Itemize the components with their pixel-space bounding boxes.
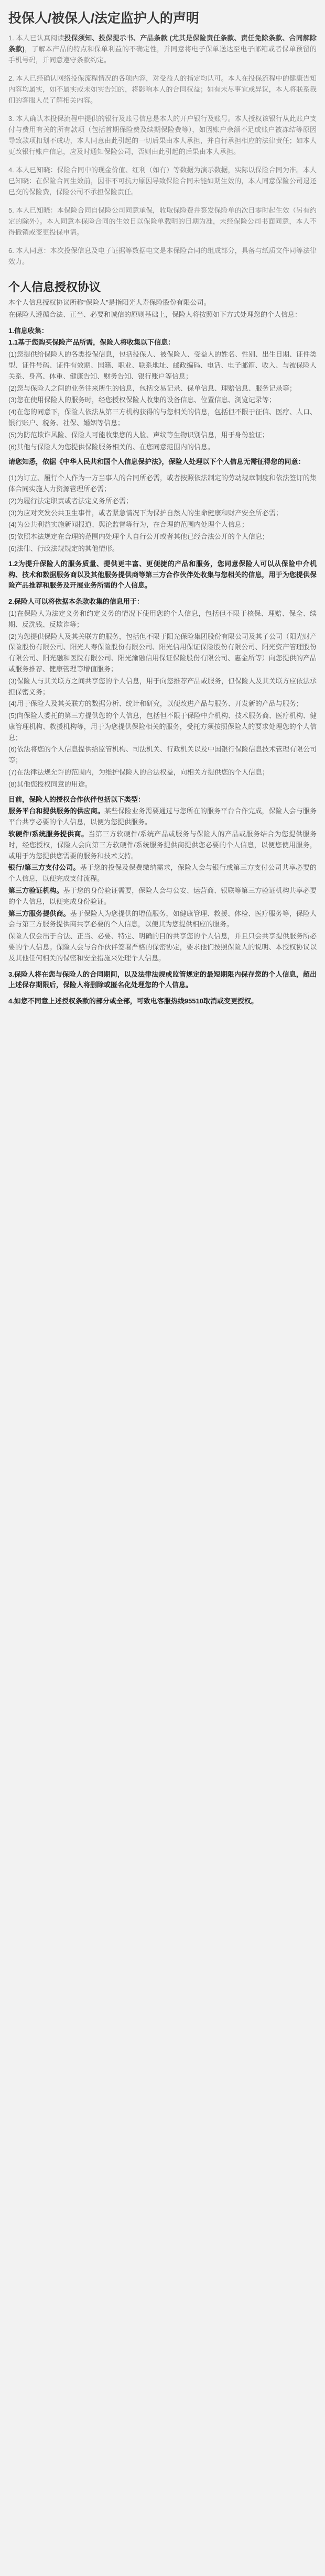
declaration-emphasis: 投保须知、投保提示书、产品条款 (尤其是保险责任条款、责任免除条款、合同解除条款) [8, 34, 317, 53]
declaration-item [7, 205, 318, 238]
partners-heading: 目前，保险人的授权合作伙伴包括以下类型： [8, 795, 145, 803]
collect-item: (1)您提供给保险人的各类投保信息，包括投保人、被保险人、受益人的姓名、性别、出生日期、证件类型、证件号码、证件有效期、国籍、职业、联系地址、邮政编码、电话、电子邮箱、收入、与被保险人关系、身高、体重、健康告知、财务告知、银行账户等信息； [8, 350, 317, 380]
partner-desc: 某些保险业务需要通过与您所在的服务平台合作完成，保险人会与服务平台共享必要的个人信息，以便为您提供服务。 [8, 807, 317, 826]
withdraw-bold: 4.如您不同意上述授权条款的部分或全部，可致电客服热线95510取消或变更授权。 [8, 997, 258, 1005]
declaration-item [7, 73, 318, 106]
collect-item: (2)您与保险人之间的业务往来所生的信息，包括交易记录、保单信息、理赔信息、服务记录等； [8, 384, 296, 392]
share-item: (2)为您提供保险人及其关联方的服务，包括但不限于阳光保险集团股份有限公司及其子公司（阳光财产保险股份有限公司、阳光人寿保险股份有限公司、阳光信用保证保险股份有限公司、阳光资产管理股份有限公司、阳光融和医院有限公司、阳光渝融信用保证保险股份有限公司、惠金所等）向您提供的产品或服务推荐、健康管理等增值服务； [8, 632, 317, 673]
share-heading: 2.保险人可以将依据本条款收集的信息用于： [8, 598, 144, 606]
share-item: (4)用于保险人及其关联方的数据分析、统计和研究，以便改进产品与服务、开发新的产品与服务； [8, 700, 303, 708]
partner-desc: 基于您的身份验证需要，保险人会与公安、运营商、银联等第三方验证机构共享必要的个人信息，以便完成身份验证。 [8, 887, 317, 905]
partner-item [7, 806, 318, 828]
exemption-list [7, 473, 318, 555]
privacy-heading: 个人信息授权协议 [8, 281, 101, 294]
share-item: (8)其他您授权同意的用途。 [8, 780, 92, 788]
partner-type: 第三方验证机构。 [8, 887, 63, 895]
share-list [7, 609, 318, 790]
share-item: (1)在保险人为法定义务和约定义务的情况下使用您的个人信息，包括但不限于核保、理赔、保全、续期、反洗钱、反欺诈等； [8, 609, 317, 628]
privacy-intro-2: 在保险人遵循合法、正当、必要和诚信的原则基础上，保险人将按照如下方式处理您的个人信息： [8, 310, 302, 318]
declaration-text: 5. 本人已知晓：本保险合同自保险公司同意承保，收取保险费并签发保险单的次日零时起生效（另有约定的除外）。本人同意本保险合同的生效日以保险单载明的日期为准，未经保险公司书面同意，本人不得撤销或变更投保申请。 [8, 206, 317, 236]
declaration-item [7, 32, 318, 65]
closing-paragraph: 保险人仅会出于合法、正当、必要、特定、明确的目的共享您的个人信息，并且只会共享提供服务所必要的个人信息。保险人会与合作伙伴签署严格的保密协定，要求他们按照保险人的说明、本授权协议以及其他任何相关的保密和安全措施来处理个人信息。 [8, 932, 317, 962]
exemption-item: (3)为应对突发公共卫生事件，或者紧急情况下为保护自然人的生命健康和财产安全所必需； [8, 508, 283, 517]
warning-bold: 请您知悉，依据《中华人民共和国个人信息保护法》，保险人处理以下个人信息无需征得您的同意： [8, 458, 305, 466]
share-item: (6)依法将您的个人信息提供给监管机构、司法机关、行政机关以及中国银行保险信息技术管理有限公司等； [8, 745, 317, 765]
collect-item: (3)您在使用保险人的服务时，经您授权保险人收集的设备信息、位置信息、浏览记录等； [8, 396, 276, 404]
retention-bold: 3.保险人将在您与保险人的合同期间，以及法律法规或监管规定的最短期限内保存您的个人信息，超出上述保存期限后，保险人将删除或匿名化处理您的个人信息。 [8, 970, 317, 989]
exemption-item: (2)为履行法定职责或者法定义务所必需； [8, 496, 133, 505]
declaration-text: 1. 本人已认真阅读 [8, 34, 64, 42]
partner-list [7, 806, 318, 930]
exemption-item: (6)法律、行政法规规定的其他情形。 [8, 544, 119, 552]
partner-item [7, 886, 318, 908]
partner-type: 软硬件/系统服务提供商。 [8, 830, 89, 838]
collect-item: (5)为防范欺诈风险、保险人可能收集您的人脸、声纹等生物识别信息，用于身份验证； [8, 430, 269, 439]
collect-heading: 1.信息收集： [8, 326, 48, 335]
page-title: 投保人/被保人/法定监护人的声明 [8, 11, 199, 26]
exemption-item: (5)依照本法规定在合理的范围内处理个人自行公开或者其他已经合法公开的个人信息； [8, 533, 269, 541]
share-item: (7)在法律法规允许的范围内，为维护保险人的合法权益，向相关方提供您的个人信息； [8, 768, 269, 777]
declaration-item [7, 245, 318, 267]
exemption-item: (1)为订立、履行个人作为一方当事人的合同所必需，或者按照依法制定的劳动规章制度和依法签订的集体合同实施人力资源管理所必需； [8, 474, 317, 493]
declaration-text: 2. 本人已经确认网络投保流程情况的各项内容，对受益人的指定均认可。本人在投保流程中的健康告知内容均属实，如不属实或未如实告知的，将影响本人的合同权益；如有未尽事宜或异议，本人将联系我们的客服人员了解相关内容。 [8, 74, 317, 104]
partner-type: 银行/第三方支付公司。 [8, 864, 80, 872]
declaration-item [7, 164, 318, 197]
privacy-intro: 本个人信息授权协议所称“保险人”是指阳光人寿保险股份有限公司。 [8, 298, 211, 306]
declaration-text: ，了解本产品的特点和保单利益的不确定性，并同意将电子保单送达至电子邮箱或者保单预留的手机号码，并同意遵守条款约定。 [8, 45, 317, 64]
partner-item [7, 863, 318, 885]
declaration-text: 6. 本人同意：本次投保信息及电子证据等数据电文是本保险合同的组成部分，具备与纸质文件同等法律效力。 [8, 247, 317, 266]
collect-items [7, 349, 318, 452]
collect-item: (4)在您的同意下，保险人依法从第三方机构获得的与您相关的信息，包括但不限于征信、医疗、人口、银行账户、税务、社保、婚姻等信息； [8, 408, 317, 427]
partner-item [7, 829, 318, 861]
declaration-text: 4. 本人已知晓：保险合同中的现金价值、红利（如有）等数据为演示数据，实际以保险合同为准。本人已知晓：在保险合同生效前，因非不可抗力原因导致保险合同未能如期生效的，本人同意保险公司退还已交的保险费，保险公司不承担保险责任。 [8, 166, 317, 196]
collect-item: (6)其他与保险人为您提供保险服务相关的、在您同意范围内的信息。 [8, 443, 214, 451]
declaration-list [7, 32, 318, 267]
partner-desc: 当第三方软硬件/系统产品或服务与保险人的产品或服务结合为您提供服务时，经您授权，保险人会向第三方软硬件/系统服务提供商提供您必要的个人信息，以便您使用服务，或用于为您提供您需要的服务和技术支持。 [8, 830, 317, 860]
exemption-item: (4)为公共利益实施新闻报道、舆论监督等行为，在合理的范围内处理个人信息； [8, 521, 248, 529]
collect-2-bold: 1.2为提升保险人的服务质量、提供更丰富、更便捷的产品和服务，您同意保险人可以从保险中介机构、技术和数据服务商以及其他服务提供商等第三方合作伙伴处收集与您相关的信息，用于为您提供保险产品推荐和服务及开展业务所需的个人信息。 [8, 559, 317, 590]
partner-desc: 基于保险人为您提供的增值服务，如健康管理、救援、体检、医疗服务等，保险人会与第三方服务提供商共享必要的个人信息，以便其为您提供相应的服务。 [8, 909, 317, 928]
collect-1-heading: 1.1基于您购买保险产品所需，保险人将收集以下信息： [8, 338, 175, 347]
partner-type: 服务平台和提供服务的供应商。 [8, 807, 104, 815]
partner-item [7, 909, 318, 931]
share-item: (5)向保险人委托的第三方提供您的个人信息，包括但不限于保险中介机构、技术服务商、医疗机构、健康管理机构、救援机构等，用于为您提供保险相关的服务，受托方须按照保险人的要求处理您的个人信息； [8, 712, 317, 742]
partner-desc: 基于您的投保及保费缴纳需求，保险人会与银行或第三方支付公司共享必要的个人信息，以便完成支付流程。 [8, 864, 317, 883]
declaration-item [7, 113, 318, 157]
share-item: (3)保险人与其关联方之间共享您的个人信息，用于向您推荐产品或服务，但保险人及其关联方应依法承担保密义务； [8, 677, 317, 696]
partner-type: 第三方服务提供商。 [8, 909, 70, 917]
declaration-text: 3. 本人确认本投保流程中提供的银行及账号信息是本人的开户银行及账号。本人授权该银行从此账户支付与费用有关的所有款项（包括首期保险费及续期保险费等），如因账户余额不足或账户被冻结等原因导致款项扣划不成功，本人同意由此引起的一切后果由本人承担，并自行承担相应的法律责任；如本人更改银行账户信息，应及时通知保险公司，否则由此引起的后果由本人承担。 [8, 115, 317, 156]
